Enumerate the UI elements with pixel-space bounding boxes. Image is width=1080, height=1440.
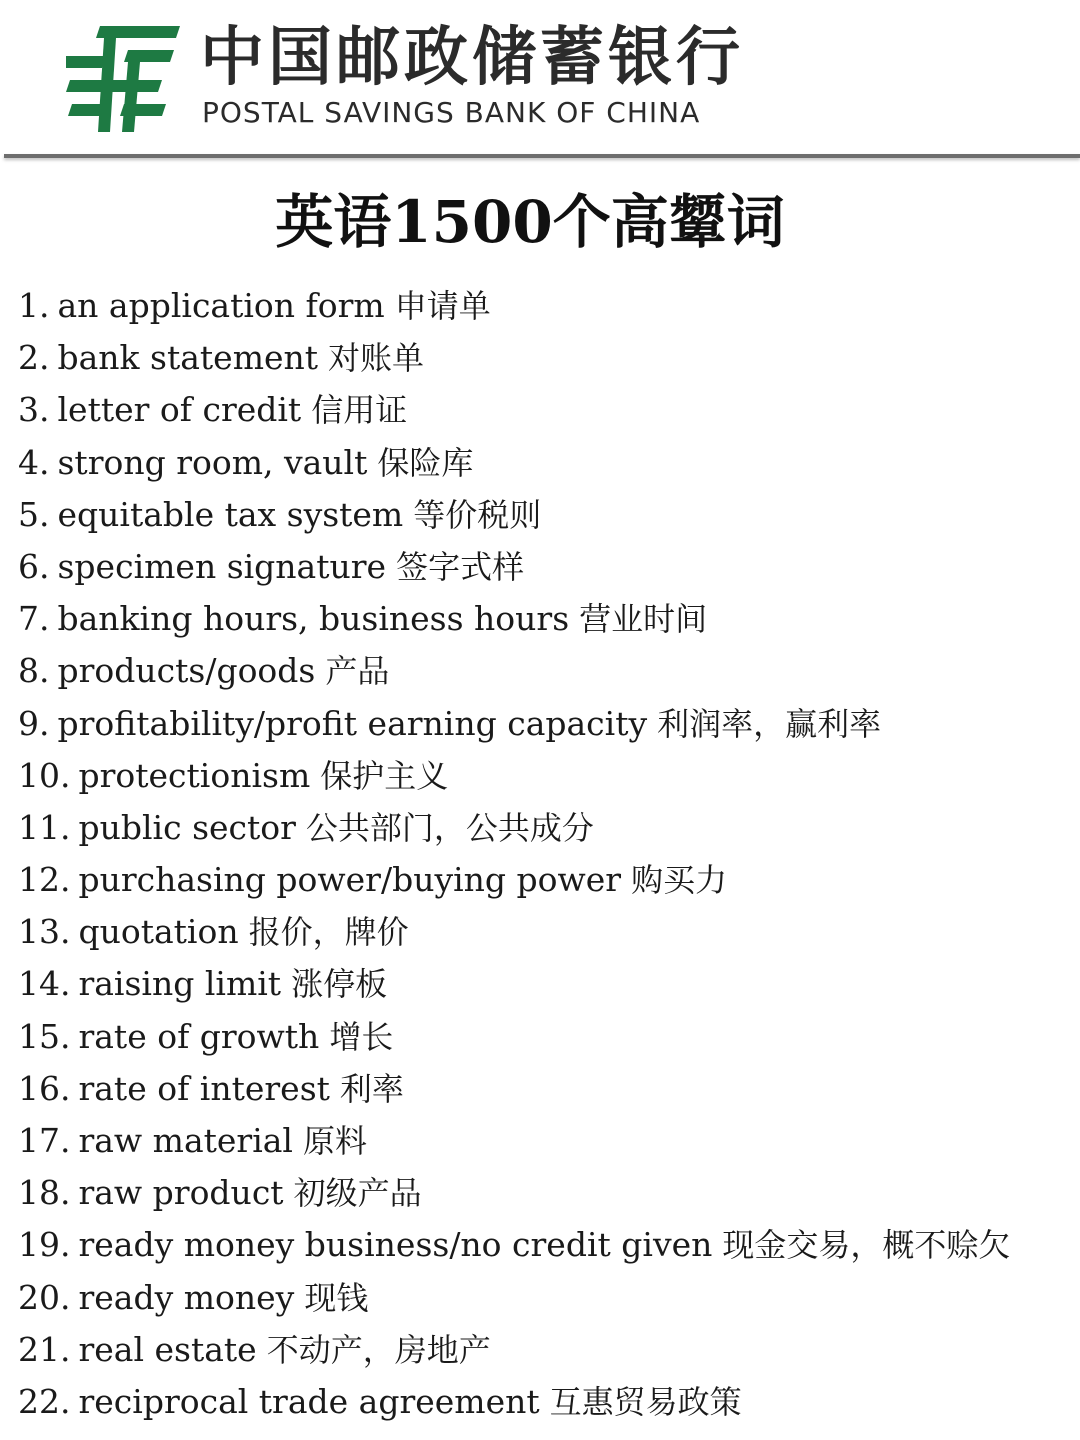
list-item [18, 645, 1068, 697]
english-term: public sector [78, 807, 296, 847]
list-item [18, 854, 1068, 906]
chinese-translation: 申请单 [394, 287, 491, 325]
item-number: 2. [18, 338, 50, 378]
item-number: 16. [18, 1068, 71, 1108]
brand-name-chinese: 中国邮政储蓄银行 [200, 21, 744, 95]
chinese-translation: 互惠贸易政策 [549, 1382, 742, 1421]
english-term: purchasing power/buying power [78, 860, 622, 900]
chinese-translation: 现金交易，概不赊欠 [722, 1226, 1011, 1265]
page-title: 英语1500个高颦词 [275, 188, 785, 256]
list-item [18, 332, 1068, 384]
english-term: bank statement [57, 338, 319, 378]
item-number: 17. [18, 1121, 71, 1160]
list-item [18, 1324, 1068, 1376]
english-term: strong room, vault [57, 442, 368, 482]
english-term: raw product [78, 1173, 284, 1213]
english-term: raising limit [78, 964, 282, 1004]
english-term: rate of growth [78, 1016, 320, 1056]
chinese-translation: 利率 [339, 1069, 404, 1108]
page-header [0, 0, 1080, 155]
english-term: ready money business/no credit given [78, 1225, 713, 1265]
item-number: 1. [18, 286, 50, 325]
english-term: specimen signature [57, 546, 387, 586]
item-number: 3. [18, 390, 50, 430]
list-item [18, 1376, 1068, 1428]
item-number: 9. [18, 703, 50, 743]
item-number: 18. [18, 1173, 71, 1213]
english-term: products/goods [57, 651, 316, 691]
english-term: reciprocal trade agreement [78, 1381, 540, 1421]
chinese-translation: 报价，牌价 [248, 913, 409, 952]
item-number: 20. [18, 1277, 71, 1317]
chinese-translation: 营业时间 [579, 600, 708, 639]
chinese-translation: 现钱 [304, 1278, 369, 1317]
list-item [18, 384, 1068, 436]
chinese-translation: 签字式样 [396, 547, 525, 586]
chinese-translation: 信用证 [311, 391, 408, 430]
english-term: quotation [78, 912, 239, 952]
chinese-translation: 产品 [325, 652, 390, 691]
chinese-translation: 保险库 [377, 443, 474, 482]
english-term: raw material [78, 1121, 293, 1160]
chinese-translation: 购买力 [631, 861, 728, 900]
chinese-translation: 涨停板 [291, 965, 388, 1004]
list-item [18, 1115, 1068, 1167]
chinese-translation: 对账单 [328, 339, 425, 378]
chinese-translation: 增长 [329, 1017, 394, 1056]
list-item [18, 1011, 1068, 1063]
item-number: 15. [18, 1016, 71, 1056]
chinese-translation: 利润率，赢利率 [657, 704, 882, 743]
item-number: 22. [18, 1381, 71, 1421]
chinese-translation: 原料 [302, 1122, 367, 1160]
english-term: an application form [57, 286, 385, 325]
list-item [18, 541, 1068, 593]
item-number: 5. [18, 494, 50, 534]
list-item [18, 280, 1068, 332]
item-number: 6. [18, 546, 50, 586]
english-term: protectionism [78, 755, 311, 795]
english-term: real estate [78, 1329, 257, 1369]
chinese-translation: 不动产，房地产 [266, 1330, 491, 1369]
english-term: equitable tax system [57, 494, 404, 534]
english-term: banking hours, business hours [57, 599, 570, 639]
list-item [18, 698, 1068, 750]
postal-savings-logo-icon [66, 22, 180, 132]
english-term: profitability/profit earning capacity [57, 703, 648, 743]
vocabulary-list [18, 280, 1068, 1428]
list-item [18, 437, 1068, 489]
item-number: 11. [18, 807, 71, 847]
list-item [18, 750, 1068, 802]
list-item [18, 489, 1068, 541]
list-item [18, 802, 1068, 854]
list-item [18, 1272, 1068, 1324]
list-item [18, 906, 1068, 958]
brand-name-english: POSTAL SAVINGS BANK OF CHINA [202, 96, 701, 129]
item-number: 7. [18, 599, 50, 639]
item-number: 19. [18, 1225, 71, 1265]
list-item [18, 1219, 1068, 1271]
chinese-translation: 等价税则 [413, 495, 542, 534]
list-item [18, 958, 1068, 1010]
list-item [18, 1167, 1068, 1219]
english-term: ready money [78, 1277, 295, 1317]
chinese-translation: 公共部门，公共成分 [305, 808, 594, 847]
item-number: 8. [18, 651, 50, 691]
english-term: rate of interest [78, 1068, 330, 1108]
item-number: 4. [18, 442, 50, 482]
item-number: 21. [18, 1329, 71, 1369]
item-number: 14. [18, 964, 71, 1004]
list-item [18, 593, 1068, 645]
chinese-translation: 保护主义 [320, 756, 449, 795]
chinese-translation: 初级产品 [293, 1174, 422, 1213]
header-divider [4, 154, 1080, 158]
english-term: letter of credit [57, 390, 302, 430]
list-item [18, 1063, 1068, 1115]
item-number: 10. [18, 755, 71, 795]
item-number: 12. [18, 860, 71, 900]
item-number: 13. [18, 912, 71, 952]
